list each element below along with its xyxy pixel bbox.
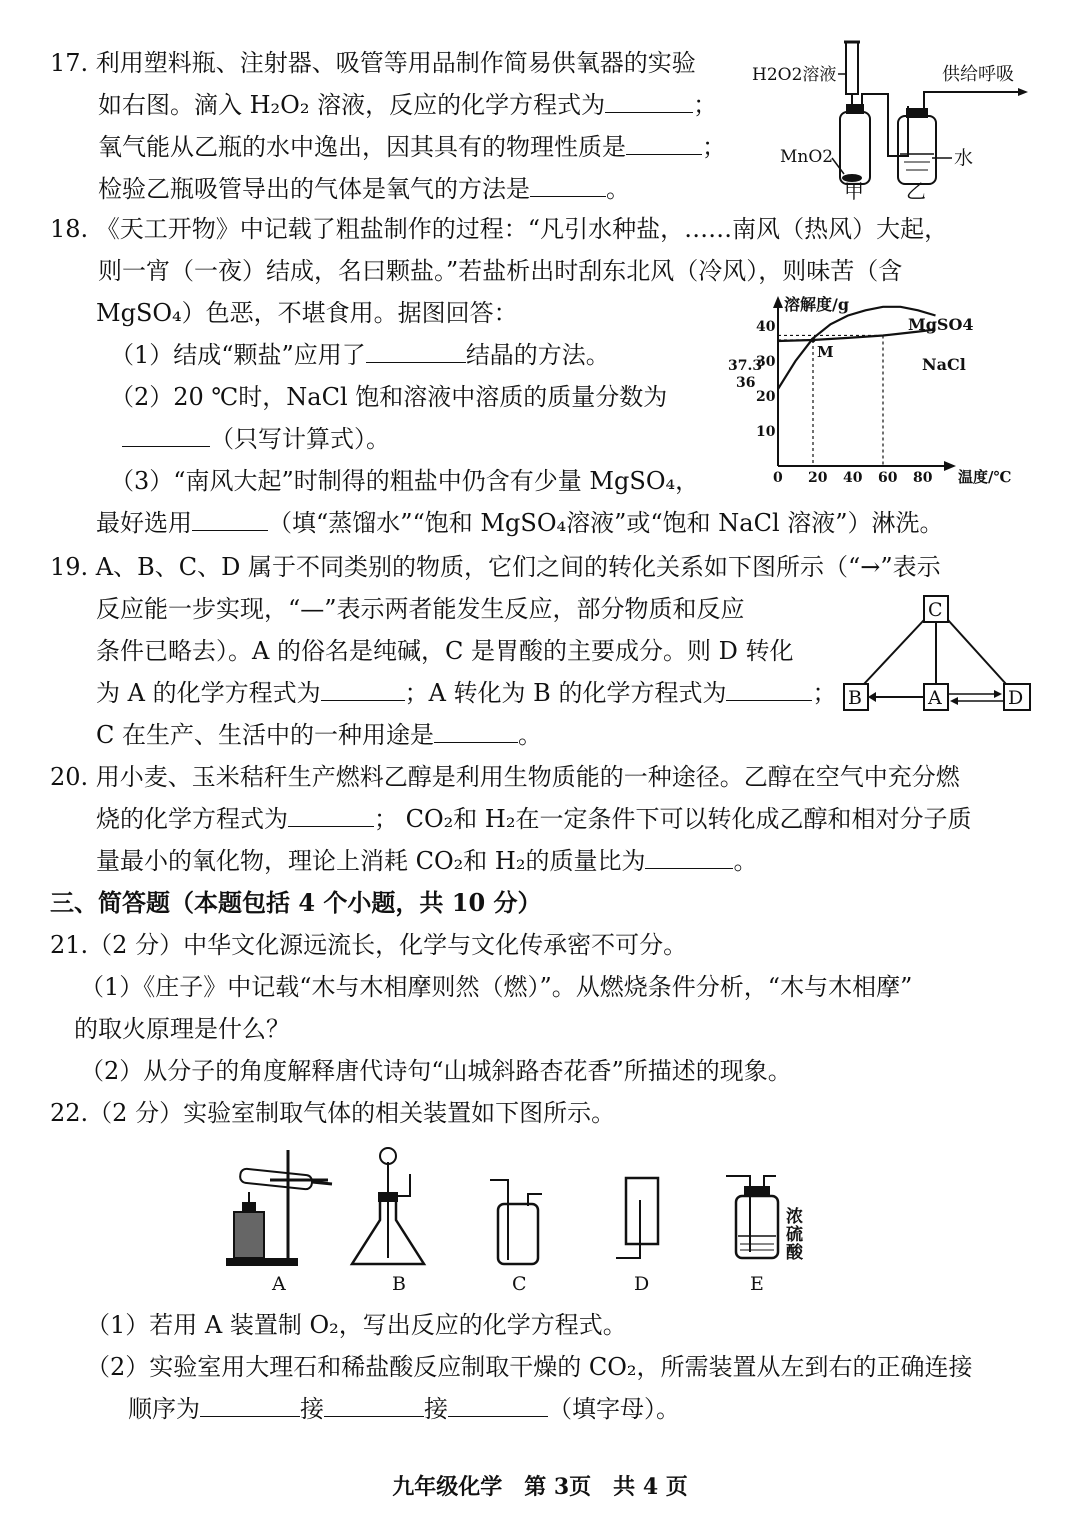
bottle-yi xyxy=(898,116,936,184)
y-tick-label: 30 xyxy=(756,354,776,370)
q20-line1: 20. 用小麦、玉米秸秆生产燃料乙醇是利用生物质能的一种途径。乙醇在空气中充分燃 xyxy=(50,763,960,791)
q19-line1: 19. A、B、C、D 属于不同类别的物质，它们之间的转化关系如下图所示（“→”表示 xyxy=(50,553,941,581)
q17-line3 xyxy=(98,132,726,162)
q17-text: 如右图。滴入 H₂O₂ 溶液，反应的化学方程式为 xyxy=(98,91,606,119)
q22-text: 接 xyxy=(300,1395,324,1423)
point-m xyxy=(811,338,816,343)
node-a: A xyxy=(928,687,942,709)
oxygen-supply-apparatus xyxy=(748,36,1038,204)
q21-line3: 的取火原理是什么？ xyxy=(74,1015,290,1043)
answer-blank[interactable] xyxy=(192,508,268,531)
q19-punct: ； xyxy=(812,679,837,707)
q21-line1: 21.（2 分）中华文化源远流长，化学与文化传承密不可分。 xyxy=(50,931,688,959)
answer-blank[interactable] xyxy=(605,90,693,113)
q21-line2: （1）《庄子》中记载“木与木相摩则然（燃）”。从燃烧条件分析，“木与木相摩” xyxy=(80,973,913,1001)
x-tick-label: 40 xyxy=(843,470,863,486)
apparatus-label-b: B xyxy=(392,1273,406,1295)
answer-blank[interactable] xyxy=(448,1394,548,1417)
q17-line4 xyxy=(98,174,630,204)
q21-line4: （2）从分子的角度解释唐代诗句“山城斜路杏花香”所描述的现象。 xyxy=(80,1057,792,1085)
q19-text: 为 A 的化学方程式为 xyxy=(96,679,321,707)
q22-text: 顺序为 xyxy=(128,1395,200,1423)
q18-line8 xyxy=(96,508,944,538)
q18-text: （填“蒸馏水”“饱和 MgSO₄溶液”或“饱和 NaCl 溶液”）淋洗。 xyxy=(268,509,944,537)
q17-punct: ； xyxy=(702,133,726,161)
q18-line2: 则一宵（一夜）结成，名曰颗盐。”若盐析出时刮东北风（冷风），则味苦（含 xyxy=(98,257,903,285)
answer-blank[interactable] xyxy=(324,1394,424,1417)
q19-line5 xyxy=(96,720,542,750)
q20-text: 烧的化学方程式为 xyxy=(96,805,288,833)
q17-line2 xyxy=(98,90,717,120)
x-tick-label: 60 xyxy=(878,470,898,486)
q17-punct: ； xyxy=(693,91,718,119)
q20-punct: 。 xyxy=(733,847,758,875)
q18-line4 xyxy=(110,340,610,370)
q20-text: ； CO₂和 H₂在一定条件下可以转化成乙醇和相对分子质 xyxy=(374,805,972,833)
substance-relation-diagram xyxy=(836,592,1036,716)
answer-blank[interactable] xyxy=(434,720,518,743)
label-yi: 乙 xyxy=(906,179,926,203)
answer-blank[interactable] xyxy=(530,174,606,197)
label-h2o2: H2O2溶液 xyxy=(752,65,837,85)
section-heading: 三、简答题（本题包括 4 个小题，共 10 分） xyxy=(50,888,542,917)
x-tick-label: 80 xyxy=(913,470,933,486)
q22-line3: （2）实验室用大理石和稀盐酸反应制取干燥的 CO₂，所需装置从左到右的正确连接 xyxy=(86,1353,973,1381)
q22-text: 接 xyxy=(424,1395,448,1423)
q19-line4 xyxy=(96,678,836,708)
chart-xlabel: 温度/℃ xyxy=(958,468,1012,486)
y-tick-label: 40 xyxy=(756,319,776,335)
apparatus-d xyxy=(616,1178,658,1258)
label-y373: 37.3 xyxy=(728,358,763,374)
apparatus-label-e: E xyxy=(750,1273,764,1295)
answer-blank[interactable] xyxy=(366,340,466,363)
label-y36: 36 xyxy=(736,375,756,391)
apparatus-c xyxy=(490,1180,542,1264)
apparatus-label-c: C xyxy=(512,1273,527,1295)
apparatus-b xyxy=(352,1148,424,1264)
q17-line1: 17. 利用塑料瓶、注射器、吸管等用品制作简易供氧器的实验 xyxy=(50,49,696,77)
node-c: C xyxy=(928,599,943,621)
answer-blank[interactable] xyxy=(645,846,733,869)
node-d: D xyxy=(1008,687,1024,709)
q22-line2: （1）若用 A 装置制 O₂，写出反应的化学方程式。 xyxy=(86,1311,627,1339)
answer-blank[interactable] xyxy=(288,804,374,827)
q19-text: ；A 转化为 B 的化学方程式为 xyxy=(404,679,727,707)
label-mno2: MnO2 xyxy=(780,147,834,167)
label-e-char1: 浓 xyxy=(786,1207,803,1227)
gas-apparatus-figure xyxy=(220,1140,820,1296)
q19-line3: 条件已略去）。A 的俗名是纯碱，C 是胃酸的主要成分。则 D 转化 xyxy=(96,637,794,665)
q17-text: 氧气能从乙瓶的水中逸出，因其具有的物理性质是 xyxy=(98,133,626,161)
page-footer: 九年级化学 第 3页 共 4 页 xyxy=(392,1474,688,1500)
chart-ylabel: 溶解度/g xyxy=(784,295,850,314)
label-nacl: NaCl xyxy=(922,355,966,374)
q19-punct: 。 xyxy=(518,721,542,749)
q18-text: （1）结成“颗盐”应用了 xyxy=(110,341,366,369)
q22-line4 xyxy=(128,1394,680,1424)
q18-line1: 18. 《天工开物》中记载了粗盐制作的过程：“凡引水种盐，……南风（热风）大起， xyxy=(50,215,949,243)
point-m-label: M xyxy=(817,343,834,361)
q17-text: 检验乙瓶吸管导出的气体是氧气的方法是 xyxy=(98,175,530,203)
q18-text: （只写计算式）。 xyxy=(210,425,390,453)
solubility-chart xyxy=(718,290,1038,492)
y-tick-label: 20 xyxy=(756,389,776,405)
label-jia: 甲 xyxy=(844,179,864,203)
q18-line3: MgSO₄）色恶，不堪食用。据图回答： xyxy=(96,299,518,327)
q19-text: C 在生产、生活中的一种用途是 xyxy=(96,721,434,749)
q19-line2: 反应能一步实现，“—”表示两者能发生反应，部分物质和反应 xyxy=(96,595,745,623)
bottle-jia xyxy=(840,112,870,184)
label-e-char2: 硫 xyxy=(786,1225,803,1245)
label-water: 水 xyxy=(954,147,974,169)
label-e-char3: 酸 xyxy=(786,1243,803,1263)
q18-line6 xyxy=(122,424,390,454)
apparatus-a xyxy=(226,1150,332,1266)
syringe-body xyxy=(846,42,858,94)
answer-blank[interactable] xyxy=(200,1394,300,1417)
answer-blank[interactable] xyxy=(726,678,812,701)
x-tick-label: 0 xyxy=(773,470,783,486)
q18-text: 结晶的方法。 xyxy=(465,341,610,369)
label-supply: 供给呼吸 xyxy=(942,64,1014,85)
q20-line2 xyxy=(96,804,971,834)
answer-blank[interactable] xyxy=(321,678,405,701)
q22-text: （填字母）。 xyxy=(548,1395,680,1423)
node-b: B xyxy=(848,687,862,709)
label-mgso4: MgSO4 xyxy=(908,315,974,334)
q22-line1: 22.（2 分）实验室制取气体的相关装置如下图所示。 xyxy=(50,1099,616,1127)
q20-line3 xyxy=(96,846,757,876)
q17-punct: 。 xyxy=(606,175,630,203)
q18-line7: （3）“南风大起”时制得的粗盐中仍含有少量 MgSO₄， xyxy=(110,467,700,495)
y-tick-label: 10 xyxy=(756,424,776,440)
q18-text: 最好选用 xyxy=(96,509,192,537)
x-tick-label: 20 xyxy=(808,470,828,486)
answer-blank[interactable] xyxy=(626,132,702,155)
connecting-tube xyxy=(862,94,908,156)
apparatus-e xyxy=(726,1176,778,1258)
q18-line5: （2）20 ℃时，NaCl 饱和溶液中溶质的质量分数为 xyxy=(110,383,668,411)
q20-text: 量最小的氧化物，理论上消耗 CO₂和 H₂的质量比为 xyxy=(96,847,646,875)
answer-blank[interactable] xyxy=(122,424,210,447)
apparatus-label-d: D xyxy=(634,1273,650,1295)
apparatus-label-a: A xyxy=(272,1273,286,1295)
